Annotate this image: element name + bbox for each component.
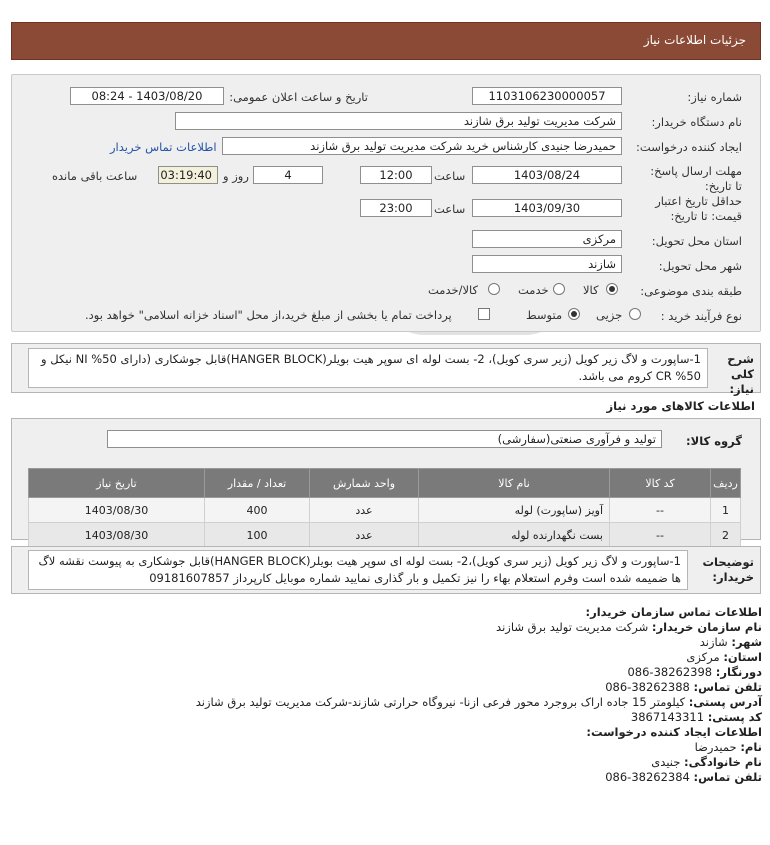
creator-phone: [605, 770, 762, 784]
contact-phone-label: تلفن تماس:: [693, 680, 762, 694]
goods-section-title: اطلاعات کالاهای مورد نیاز: [606, 399, 755, 413]
validity-label: حداقل تاریخ اعتبار قیمت: تا تاریخ:: [655, 194, 742, 223]
cell-row: 2: [711, 523, 741, 548]
creator-first-name: [695, 740, 762, 754]
page-header: [11, 22, 761, 60]
category-label: طبقه بندی موضوعی:: [640, 284, 742, 298]
buyer-contact-link[interactable]: اطلاعات تماس خریدار: [110, 140, 217, 154]
category-service-label: خدمت: [518, 283, 549, 297]
col-name: نام کالا: [419, 469, 610, 498]
deadline-time-field: 12:00: [360, 166, 432, 184]
creator-field: حمیدرضا جنیدی کارشناس خرید شرکت مدیریت تولید برق شازند: [222, 137, 622, 155]
col-code: کد کالا: [610, 469, 711, 498]
remaining-label: ساعت باقی مانده: [52, 169, 138, 183]
contact-city: [700, 635, 762, 649]
city-label: شهر محل تحویل:: [658, 259, 742, 273]
cell-qty: 400: [205, 498, 310, 523]
contact-postal-label: کد پستی:: [707, 710, 762, 724]
cell-code: --: [610, 523, 711, 548]
cell-unit: عدد: [310, 523, 419, 548]
deadline-time-label: ساعت: [434, 169, 466, 183]
category-goods-label: کالا: [583, 283, 599, 297]
creator-last-name: [651, 755, 762, 769]
page-title: جزئیات اطلاعات نیاز: [643, 33, 746, 47]
treasury-payment-note: پرداخت تمام یا بخشی از مبلغ خرید،از محل "اسناد خزانه اسلامی" خواهد بود.: [85, 308, 452, 322]
contact-org-value: شرکت مدیریت تولید برق شازند: [496, 620, 649, 634]
province-label: استان محل تحویل:: [651, 234, 742, 248]
validity-date-field: 1403/09/30: [472, 199, 622, 217]
table-row: [29, 523, 741, 548]
notes-label: توضیحات خریدار:: [702, 555, 754, 584]
contact-city-value: شازند: [699, 635, 728, 649]
creator-first-label: نام:: [740, 740, 762, 754]
contact-postal: [631, 710, 762, 724]
process-medium-radio[interactable]: [568, 308, 580, 320]
validity-time-label: ساعت: [434, 202, 466, 216]
cell-date: 1403/08/30: [29, 498, 205, 523]
contact-org-label: نام سازمان خریدار:: [651, 620, 762, 634]
category-both-label: کالا/خدمت: [428, 283, 479, 297]
cell-code: --: [610, 498, 711, 523]
contact-province: [686, 650, 762, 664]
contact-city-label: شهر:: [731, 635, 762, 649]
process-label: نوع فرآیند خرید :: [660, 309, 742, 323]
process-partial-label: جزیی: [596, 308, 623, 322]
col-row: ردیف: [711, 469, 741, 498]
buyer-label: نام دستگاه خریدار:: [651, 115, 742, 129]
contact-address-label: آدرس پستی:: [688, 695, 762, 709]
contact-phone: [605, 680, 762, 694]
cell-name: آویز (ساپورت) لوله: [419, 498, 610, 523]
announce-label: تاریخ و ساعت اعلان عمومی:: [229, 90, 368, 104]
deadline-date-field: 1403/08/24: [472, 166, 622, 184]
cell-unit: عدد: [310, 498, 419, 523]
category-both-radio[interactable]: [488, 283, 500, 295]
days-label: روز و: [223, 169, 249, 183]
creator-info-title: اطلاعات ایجاد کننده درخواست:: [586, 725, 762, 739]
creator-last-label: نام خانوادگی:: [684, 755, 762, 769]
summary-label: شرح کلی نیاز:: [727, 352, 754, 396]
treasury-payment-checkbox[interactable]: [478, 308, 490, 320]
creator-phone-label: تلفن تماس:: [693, 770, 762, 784]
cell-qty: 100: [205, 523, 310, 548]
province-field: مرکزی: [472, 230, 622, 248]
cell-row: 1: [711, 498, 741, 523]
goods-group-field: تولید و فرآوری صنعتی(سفارشی): [107, 430, 662, 448]
deadline-label: مهلت ارسال پاسخ: تا تاریخ:: [650, 164, 742, 193]
contact-phone-value: 38262388-086: [605, 680, 690, 694]
creator-last-value: جنیدی: [651, 755, 681, 769]
col-qty: تعداد / مقدار: [205, 469, 310, 498]
contact-province-label: استان:: [723, 650, 762, 664]
notes-text: 1-ساپورت و لاگ زیر کویل (زیر سری کویل)،2- بست لوله ای سوپر هیت بویلر(HANGER BLOCK)قابل جوشکاری به پیوست نقشه لاگ ها ضمیمه شده است وفرم استعلام بهاء را نیز تکمیل و بار گذاری نمایید شماره موبایل کارپرداز 09181607857: [28, 550, 688, 590]
summary-text: 1-ساپورت و لاگ زیر کویل (زیر سری کویل)، 2- بست لوله ای سوپر هیت بویلر(HANGER BLOCK)قابل جوشکاری (دارای NI %50 نیکل و CR %50 کروم می باشد.: [28, 348, 708, 388]
goods-group-label: گروه کالا:: [686, 434, 742, 448]
contact-fax-value: 38262398-086: [627, 665, 713, 679]
validity-time-field: 23:00: [360, 199, 432, 217]
contact-address: [196, 695, 762, 709]
cell-name: بست نگهدارنده لوله: [419, 523, 610, 548]
buyer-field: شرکت مدیریت تولید برق شازند: [175, 112, 622, 130]
contact-postal-value: 3867143311: [630, 710, 705, 724]
category-goods-radio[interactable]: [606, 283, 618, 295]
cell-date: 1403/08/30: [29, 523, 205, 548]
contact-address-value: کیلومتر 15 جاده اراک بروجرد محور فرعی ازنا- نیروگاه حرارتی شازند-شرکت مدیریت تولید برق شازند: [195, 695, 686, 709]
days-field: 4: [253, 166, 323, 184]
contact-title: اطلاعات تماس سازمان خریدار:: [585, 605, 762, 619]
announce-date-field: 1403/08/20 - 08:24: [70, 87, 224, 105]
need-number-label: شماره نیاز:: [687, 90, 742, 104]
contact-fax: [627, 665, 762, 679]
creator-label: ایجاد کننده درخواست:: [636, 140, 742, 154]
goods-table: [28, 468, 741, 548]
contact-org: [496, 620, 762, 634]
category-service-radio[interactable]: [553, 283, 565, 295]
goods-table-header: [29, 469, 741, 498]
need-number-field: 1103106230000057: [472, 87, 622, 105]
process-medium-label: متوسط: [526, 308, 563, 322]
table-row: [29, 498, 741, 523]
remaining-time-field: 03:19:40: [158, 166, 218, 184]
col-unit: واحد شمارش: [310, 469, 419, 498]
city-field: شازند: [472, 255, 622, 273]
process-partial-radio[interactable]: [629, 308, 641, 320]
contact-province-value: مرکزی: [686, 650, 720, 664]
col-date: تاریخ نیاز: [29, 469, 205, 498]
contact-fax-label: دورنگار:: [715, 665, 762, 679]
creator-phone-value: 38262384-086: [605, 770, 690, 784]
creator-first-value: حمیدرضا: [694, 740, 737, 754]
